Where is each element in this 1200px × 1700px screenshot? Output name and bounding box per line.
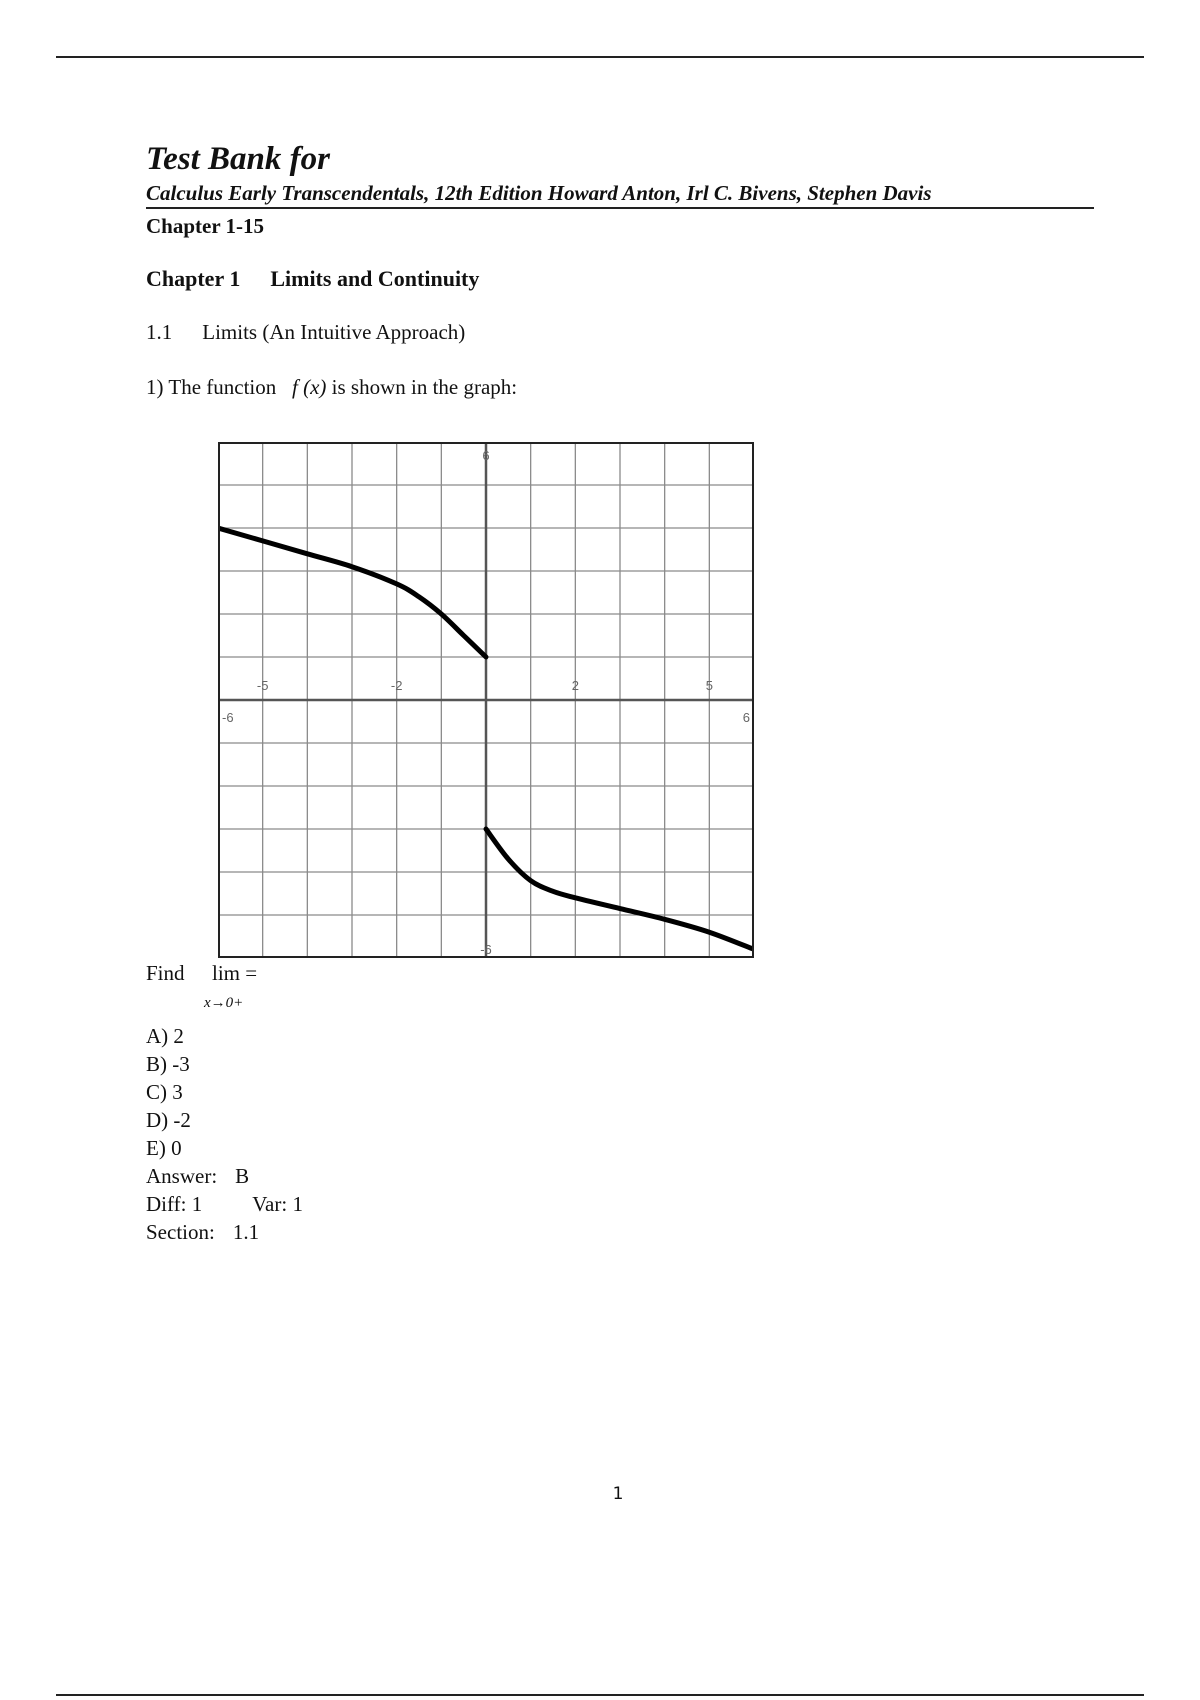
y-tick-label-min: -6 [480,942,492,957]
choice-a: A) 2 [146,1024,184,1048]
x-tick-label: 5 [705,678,713,693]
x-tick-label: -5 [256,678,269,693]
choice-c: C) 3 [146,1080,183,1104]
diff-label: Diff: 1 [146,1192,203,1216]
y-tick-label-max: 6 [482,448,490,463]
answer-choices [146,1022,191,1162]
chapter-number: Chapter 1 [146,266,241,291]
page-number: 1 [612,1484,624,1504]
section-row [146,1218,303,1246]
limit-subscript: x→0+ [204,995,244,1011]
choice-d: D) -2 [146,1108,191,1132]
graph-svg [218,442,754,958]
choice-b: B) -3 [146,1052,190,1076]
chapter-name: Limits and Continuity [270,266,480,291]
function-symbol: f (x) [292,375,327,399]
answer-label: Answer: [146,1164,218,1188]
x-tick-label: 2 [571,678,579,693]
var-label: Var: 1 [252,1192,303,1216]
section-name: Limits (An Intuitive Approach) [202,320,466,344]
question-prefix: 1) The function [146,375,277,399]
section-heading [146,319,1094,345]
chapter-heading [146,266,1094,292]
x-tick-label-min: -6 [222,710,234,725]
answer-row [146,1162,303,1190]
book-subtitle: Calculus Early Transcendentals, 12th Edition Howard Anton, Irl C. Bivens, Stephen Davis [146,180,1094,209]
section-label: Section: [146,1220,215,1244]
section-number: 1.1 [146,320,173,344]
document-title: Test Bank for [146,141,330,177]
x-tick-label: -2 [390,678,403,693]
find-label: Find [146,961,185,985]
choice-e: E) 0 [146,1136,182,1160]
question-meta [146,1162,303,1246]
answer-value: B [235,1164,250,1188]
top-rule [56,56,1144,58]
diff-var-row [146,1190,303,1218]
document-body [146,140,1094,400]
find-limit [146,960,258,1011]
section-value: 1.1 [232,1220,260,1244]
function-graph [218,442,754,958]
limit-expression: lim = [212,961,258,985]
question-suffix: is shown in the graph: [331,375,518,399]
x-tick-label-max: 6 [742,710,750,725]
bottom-rule [56,1694,1144,1696]
question-text [146,374,1094,400]
chapter-range: Chapter 1-15 [146,214,265,238]
